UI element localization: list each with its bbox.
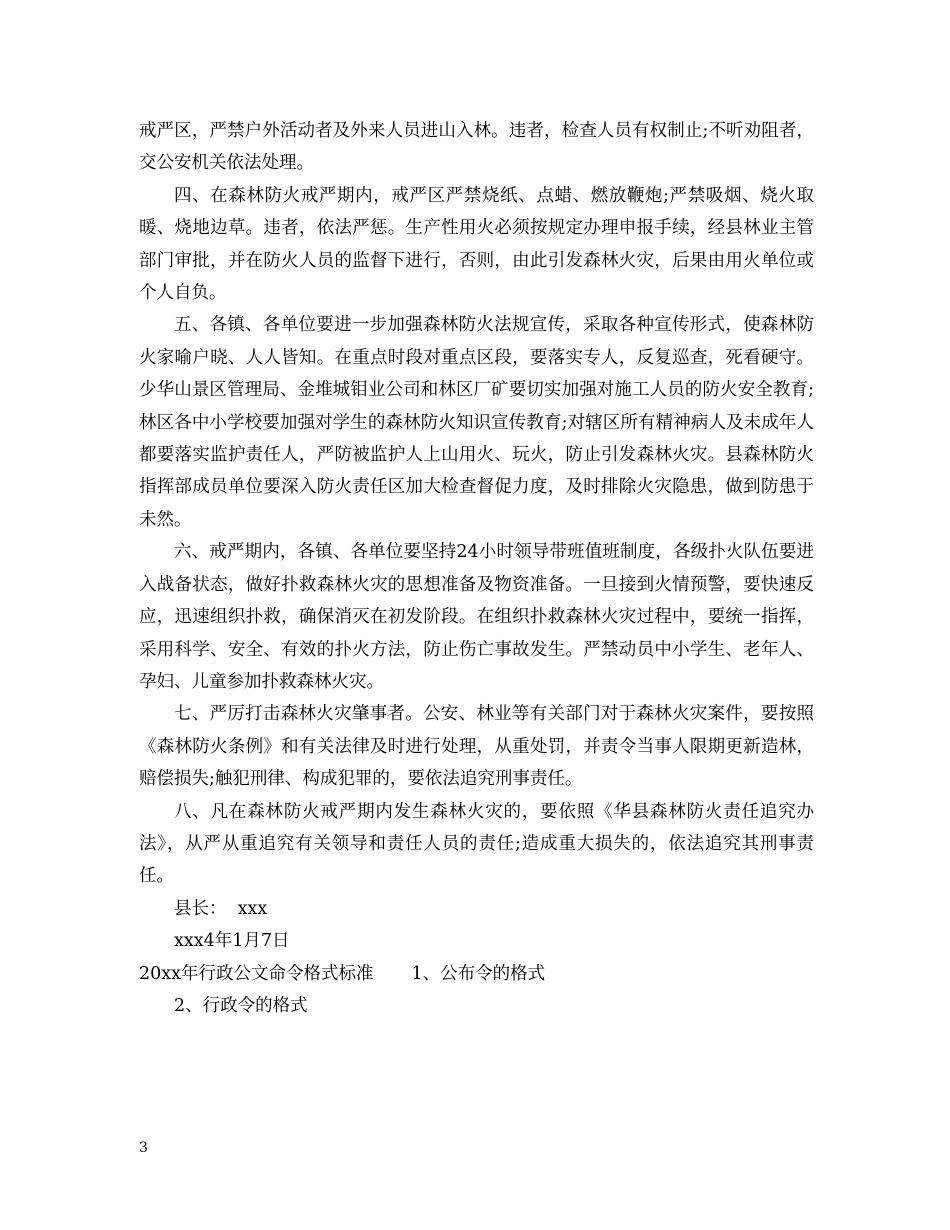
appendix-item-2: 2、行政令的格式 bbox=[174, 995, 308, 1016]
signature-line bbox=[139, 893, 814, 925]
signature-title: 县长： bbox=[174, 898, 227, 919]
paragraph-continuation: 戒严区，严禁户外活动者及外来人员进山入林。违者，检查人员有权制止;不听劝阻者，交公安机关依法处理。 bbox=[139, 121, 814, 174]
page-number: 3 bbox=[139, 1140, 148, 1156]
paragraph-item-7: 七、严厉打击森林火灾肇事者。公安、林业等有关部门对于森林火灾案件，要按照《森林防火条例》和有关法律及时进行处理，从重处罚，并责令当事人限期更新造林，赔偿损失;触犯刑律、构成犯罪的，要依法追究刑事责任。 bbox=[139, 704, 814, 790]
appendix-heading: 20xx年行政公文命令格式标准 bbox=[139, 963, 374, 984]
paragraph-item-5: 五、各镇、各单位要进一步加强森林防火法规宣传，采取各种宣传形式，使森林防火家喻户晓、人人皆知。在重点时段对重点区段，要落实专人，反复巡查，死看硬守。少华山景区管理局、金堆城钼业公司和林区厂矿要切实加强对施工人员的防火安全教育;林区各中小学校要加强对学生的森林防火知识宣传教育;对辖区所有精神病人及未成年人都要落实监护责任人，严防被监护人上山用火、玩火，防止引发森林火灾。县森林防火指挥部成员单位要深入防火责任区加大检查督促力度，及时排除火灾隐患，做到防患于未然。 bbox=[139, 315, 814, 530]
paragraph-item-4: 四、在森林防火戒严期内，戒严区严禁烧纸、点蜡、燃放鞭炮;严禁吸烟、烧火取暖、烧地边草。违者，依法严惩。生产性用火必须按规定办理申报手续，经县林业主管部门审批，并在防火人员的监督下进行，否则，由此引发森林火灾，后果由用火单位或个人自负。 bbox=[139, 185, 814, 304]
appendix-item-1: 1、公布令的格式 bbox=[411, 963, 546, 984]
appendix-heading-line bbox=[139, 958, 814, 990]
paragraph-item-8: 八、凡在森林防火戒严期内发生森林火灾的，要依照《华县森林防火责任追究办法》，从严从重追究有关领导和责任人员的责任;造成重大损失的，依法追究其刑事责任。 bbox=[139, 801, 814, 887]
signature-date: xxx4年1月7日 bbox=[174, 931, 290, 952]
document-body bbox=[139, 115, 814, 1022]
signature-name: xxx bbox=[237, 898, 268, 919]
paragraph-item-6: 六、戒严期内，各镇、各单位要坚持24小时领导带班值班制度，各级扑火队伍要进入战备状态，做好扑救森林火灾的思想准备及物资准备。一旦接到火情预警，要快速反应，迅速组织扑救，确保消灭在初发阶段。在组织扑救森林火灾过程中，要统一指挥，采用科学、安全、有效的扑火方法，防止伤亡事故发生。严禁动员中小学生、老年人、孕妇、儿童参加扑救森林火灾。 bbox=[139, 542, 814, 692]
